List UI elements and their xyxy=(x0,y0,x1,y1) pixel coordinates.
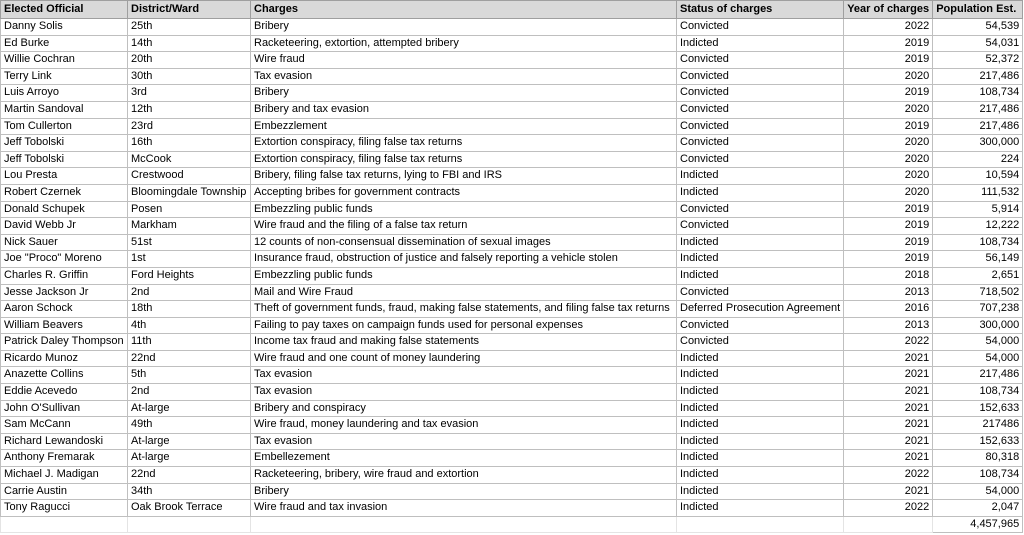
charges-cell[interactable]: Extortion conspiracy, filing false tax returns xyxy=(251,135,677,152)
header-charges[interactable]: Charges xyxy=(251,1,677,19)
official-cell[interactable]: Patrick Daley Thompson xyxy=(1,334,128,351)
official-cell[interactable]: Robert Czernek xyxy=(1,184,128,201)
district-cell[interactable]: McCook xyxy=(128,151,251,168)
official-cell[interactable]: Carrie Austin xyxy=(1,483,128,500)
official-cell[interactable]: Tony Ragucci xyxy=(1,500,128,517)
status-cell[interactable]: Deferred Prosecution Agreement xyxy=(677,301,844,318)
status-cell[interactable]: Convicted xyxy=(677,284,844,301)
year-cell[interactable]: 2019 xyxy=(844,201,933,218)
official-cell[interactable]: Jeff Tobolski xyxy=(1,135,128,152)
table-row xyxy=(1,417,1023,434)
district-cell[interactable]: 4th xyxy=(128,317,251,334)
population-cell[interactable]: 217,486 xyxy=(933,118,1023,135)
population-cell[interactable]: 2,047 xyxy=(933,500,1023,517)
population-cell[interactable]: 108,734 xyxy=(933,234,1023,251)
population-cell[interactable]: 5,914 xyxy=(933,201,1023,218)
empty-cell[interactable] xyxy=(251,516,677,533)
charges-cell[interactable]: Wire fraud and the filing of a false tax return xyxy=(251,218,677,235)
official-cell[interactable]: Eddie Acevedo xyxy=(1,384,128,401)
status-cell[interactable]: Convicted xyxy=(677,317,844,334)
year-cell[interactable]: 2021 xyxy=(844,483,933,500)
district-cell[interactable]: At-large xyxy=(128,433,251,450)
year-cell[interactable]: 2020 xyxy=(844,168,933,185)
official-cell[interactable]: Anazette Collins xyxy=(1,367,128,384)
district-cell[interactable]: Oak Brook Terrace xyxy=(128,500,251,517)
table-row xyxy=(1,35,1023,52)
district-cell[interactable]: 30th xyxy=(128,68,251,85)
population-cell[interactable]: 54,000 xyxy=(933,334,1023,351)
population-cell[interactable]: 224 xyxy=(933,151,1023,168)
year-cell[interactable]: 2016 xyxy=(844,301,933,318)
district-cell[interactable]: 2nd xyxy=(128,284,251,301)
year-cell[interactable]: 2022 xyxy=(844,500,933,517)
status-cell[interactable]: Convicted xyxy=(677,135,844,152)
table-row xyxy=(1,350,1023,367)
district-cell[interactable]: 2nd xyxy=(128,384,251,401)
year-cell[interactable]: 2013 xyxy=(844,284,933,301)
table-row xyxy=(1,101,1023,118)
official-cell[interactable]: Nick Sauer xyxy=(1,234,128,251)
official-cell[interactable]: Joe "Proco" Moreno xyxy=(1,251,128,268)
status-cell[interactable]: Convicted xyxy=(677,118,844,135)
population-cell[interactable]: 108,734 xyxy=(933,85,1023,102)
population-cell[interactable]: 80,318 xyxy=(933,450,1023,467)
status-cell[interactable]: Convicted xyxy=(677,218,844,235)
status-cell[interactable]: Indicted xyxy=(677,184,844,201)
charges-cell[interactable]: Extortion conspiracy, filing false tax returns xyxy=(251,151,677,168)
district-cell[interactable]: 3rd xyxy=(128,85,251,102)
population-cell[interactable]: 152,633 xyxy=(933,400,1023,417)
charges-cell[interactable]: Embellezement xyxy=(251,450,677,467)
status-cell[interactable]: Convicted xyxy=(677,151,844,168)
year-cell[interactable]: 2021 xyxy=(844,417,933,434)
header-year-of-charges[interactable]: Year of charges xyxy=(844,1,933,19)
status-cell[interactable]: Indicted xyxy=(677,500,844,517)
table-row xyxy=(1,500,1023,517)
charges-cell[interactable]: Bribery xyxy=(251,483,677,500)
district-cell[interactable]: Markham xyxy=(128,218,251,235)
charges-cell[interactable]: Racketeering, bribery, wire fraud and extortion xyxy=(251,467,677,484)
table-row xyxy=(1,251,1023,268)
district-cell[interactable]: 25th xyxy=(128,19,251,36)
charges-cell[interactable]: Wire fraud, money laundering and tax evasion xyxy=(251,417,677,434)
year-cell[interactable]: 2019 xyxy=(844,35,933,52)
year-cell[interactable]: 2019 xyxy=(844,52,933,69)
district-cell[interactable]: 12th xyxy=(128,101,251,118)
charges-cell[interactable]: Insurance fraud, obstruction of justice and falsely reporting a vehicle stolen xyxy=(251,251,677,268)
official-cell[interactable]: Danny Solis xyxy=(1,19,128,36)
status-cell[interactable]: Convicted xyxy=(677,201,844,218)
district-cell[interactable]: 34th xyxy=(128,483,251,500)
district-cell[interactable]: 11th xyxy=(128,334,251,351)
charges-cell[interactable]: Failing to pay taxes on campaign funds used for personal expenses xyxy=(251,317,677,334)
official-cell[interactable]: John O'Sullivan xyxy=(1,400,128,417)
year-cell[interactable]: 2021 xyxy=(844,350,933,367)
table-row xyxy=(1,467,1023,484)
year-cell[interactable]: 2019 xyxy=(844,218,933,235)
population-cell[interactable]: 52,372 xyxy=(933,52,1023,69)
status-cell[interactable]: Convicted xyxy=(677,101,844,118)
district-cell[interactable]: Crestwood xyxy=(128,168,251,185)
table-row xyxy=(1,135,1023,152)
status-cell[interactable]: Indicted xyxy=(677,417,844,434)
population-cell[interactable]: 718,502 xyxy=(933,284,1023,301)
header-population-est[interactable]: Population Est. xyxy=(933,1,1023,19)
table-row xyxy=(1,52,1023,69)
official-cell[interactable]: Tom Cullerton xyxy=(1,118,128,135)
population-cell[interactable]: 111,532 xyxy=(933,184,1023,201)
table-row xyxy=(1,19,1023,36)
charges-cell[interactable]: Embezzlement xyxy=(251,118,677,135)
table-row xyxy=(1,284,1023,301)
empty-cell[interactable] xyxy=(128,516,251,533)
population-cell[interactable]: 217,486 xyxy=(933,68,1023,85)
official-cell[interactable]: Ed Burke xyxy=(1,35,128,52)
year-cell[interactable]: 2020 xyxy=(844,135,933,152)
status-cell[interactable]: Convicted xyxy=(677,334,844,351)
official-cell[interactable]: Lou Presta xyxy=(1,168,128,185)
table-row xyxy=(1,85,1023,102)
table-row xyxy=(1,168,1023,185)
official-cell[interactable]: Michael J. Madigan xyxy=(1,467,128,484)
year-cell[interactable]: 2019 xyxy=(844,251,933,268)
official-cell[interactable]: Terry Link xyxy=(1,68,128,85)
district-cell[interactable]: 49th xyxy=(128,417,251,434)
year-cell[interactable]: 2020 xyxy=(844,151,933,168)
year-cell[interactable]: 2019 xyxy=(844,234,933,251)
district-cell[interactable]: At-large xyxy=(128,450,251,467)
district-cell[interactable]: 1st xyxy=(128,251,251,268)
population-cell[interactable]: 300,000 xyxy=(933,135,1023,152)
district-cell[interactable]: 22nd xyxy=(128,467,251,484)
status-cell[interactable]: Indicted xyxy=(677,35,844,52)
status-cell[interactable]: Indicted xyxy=(677,350,844,367)
population-cell[interactable]: 217,486 xyxy=(933,367,1023,384)
year-cell[interactable]: 2021 xyxy=(844,367,933,384)
population-cell[interactable]: 56,149 xyxy=(933,251,1023,268)
district-cell[interactable]: 5th xyxy=(128,367,251,384)
status-cell[interactable]: Indicted xyxy=(677,400,844,417)
charges-cell[interactable]: Tax evasion xyxy=(251,68,677,85)
official-cell[interactable]: Anthony Fremarak xyxy=(1,450,128,467)
table-row xyxy=(1,234,1023,251)
district-cell[interactable]: At-large xyxy=(128,400,251,417)
table-row xyxy=(1,334,1023,351)
year-cell[interactable]: 2020 xyxy=(844,68,933,85)
charges-cell[interactable]: Tax evasion xyxy=(251,433,677,450)
header-district-ward[interactable]: District/Ward xyxy=(128,1,251,19)
population-cell[interactable]: 217,486 xyxy=(933,101,1023,118)
status-cell[interactable]: Indicted xyxy=(677,251,844,268)
year-cell[interactable]: 2022 xyxy=(844,19,933,36)
district-cell[interactable]: 18th xyxy=(128,301,251,318)
status-cell[interactable]: Convicted xyxy=(677,52,844,69)
year-cell[interactable]: 2022 xyxy=(844,334,933,351)
official-cell[interactable]: Jeff Tobolski xyxy=(1,151,128,168)
population-cell[interactable]: 12,222 xyxy=(933,218,1023,235)
total-row xyxy=(1,516,1023,533)
official-cell[interactable]: Luis Arroyo xyxy=(1,85,128,102)
charges-cell[interactable]: Bribery xyxy=(251,19,677,36)
official-cell[interactable]: Aaron Schock xyxy=(1,301,128,318)
charges-cell[interactable]: 12 counts of non-consensual dissemination of sexual images xyxy=(251,234,677,251)
header-status-of-charges[interactable]: Status of charges xyxy=(677,1,844,19)
year-cell[interactable]: 2019 xyxy=(844,85,933,102)
year-cell[interactable]: 2021 xyxy=(844,384,933,401)
official-cell[interactable]: Ricardo Munoz xyxy=(1,350,128,367)
status-cell[interactable]: Indicted xyxy=(677,433,844,450)
district-cell[interactable]: 23rd xyxy=(128,118,251,135)
year-cell[interactable]: 2018 xyxy=(844,267,933,284)
official-cell[interactable]: William Beavers xyxy=(1,317,128,334)
status-cell[interactable]: Indicted xyxy=(677,367,844,384)
district-cell[interactable]: 22nd xyxy=(128,350,251,367)
district-cell[interactable]: 14th xyxy=(128,35,251,52)
table-row xyxy=(1,218,1023,235)
charges-cell[interactable]: Embezzling public funds xyxy=(251,201,677,218)
table-row xyxy=(1,68,1023,85)
table-row xyxy=(1,450,1023,467)
charges-cell[interactable]: Accepting bribes for government contracts xyxy=(251,184,677,201)
charges-cell[interactable]: Bribery and tax evasion xyxy=(251,101,677,118)
table-row xyxy=(1,384,1023,401)
status-cell[interactable]: Indicted xyxy=(677,483,844,500)
official-cell[interactable]: Jesse Jackson Jr xyxy=(1,284,128,301)
year-cell[interactable]: 2022 xyxy=(844,467,933,484)
district-cell[interactable]: 16th xyxy=(128,135,251,152)
charges-cell[interactable]: Bribery and conspiracy xyxy=(251,400,677,417)
status-cell[interactable]: Indicted xyxy=(677,450,844,467)
table-row xyxy=(1,151,1023,168)
official-cell[interactable]: Willie Cochran xyxy=(1,52,128,69)
year-cell[interactable]: 2020 xyxy=(844,184,933,201)
charges-cell[interactable]: Wire fraud xyxy=(251,52,677,69)
population-cell[interactable]: 217486 xyxy=(933,417,1023,434)
status-cell[interactable]: Indicted xyxy=(677,467,844,484)
population-cell[interactable]: 108,734 xyxy=(933,384,1023,401)
table-row xyxy=(1,367,1023,384)
empty-cell[interactable] xyxy=(844,516,933,533)
population-cell[interactable]: 300,000 xyxy=(933,317,1023,334)
population-cell[interactable]: 10,594 xyxy=(933,168,1023,185)
table-row xyxy=(1,317,1023,334)
charges-cell[interactable]: Racketeering, extortion, attempted bribery xyxy=(251,35,677,52)
population-cell[interactable]: 108,734 xyxy=(933,467,1023,484)
population-total-cell[interactable]: 4,457,965 xyxy=(933,516,1023,533)
population-cell[interactable]: 54,000 xyxy=(933,483,1023,500)
table-row xyxy=(1,483,1023,500)
charges-cell[interactable]: Tax evasion xyxy=(251,384,677,401)
official-cell[interactable]: Donald Schupek xyxy=(1,201,128,218)
year-cell[interactable]: 2021 xyxy=(844,450,933,467)
district-cell[interactable]: 20th xyxy=(128,52,251,69)
official-cell[interactable]: David Webb Jr xyxy=(1,218,128,235)
charges-cell[interactable]: Mail and Wire Fraud xyxy=(251,284,677,301)
population-cell[interactable]: 707,238 xyxy=(933,301,1023,318)
district-cell[interactable]: Bloomingdale Township xyxy=(128,184,251,201)
table-row xyxy=(1,118,1023,135)
status-cell[interactable]: Convicted xyxy=(677,85,844,102)
year-cell[interactable]: 2021 xyxy=(844,400,933,417)
charges-cell[interactable]: Bribery xyxy=(251,85,677,102)
status-cell[interactable]: Convicted xyxy=(677,19,844,36)
population-cell[interactable]: 54,000 xyxy=(933,350,1023,367)
charges-cell[interactable]: Income tax fraud and making false statements xyxy=(251,334,677,351)
official-cell[interactable]: Richard Lewandoski xyxy=(1,433,128,450)
official-cell[interactable]: Charles R. Griffin xyxy=(1,267,128,284)
status-cell[interactable]: Indicted xyxy=(677,234,844,251)
header-elected-official[interactable]: Elected Official xyxy=(1,1,128,19)
charges-cell[interactable]: Embezzling public funds xyxy=(251,267,677,284)
population-cell[interactable]: 152,633 xyxy=(933,433,1023,450)
district-cell[interactable]: Ford Heights xyxy=(128,267,251,284)
status-cell[interactable]: Convicted xyxy=(677,68,844,85)
table-row xyxy=(1,201,1023,218)
district-cell[interactable]: Posen xyxy=(128,201,251,218)
status-cell[interactable]: Indicted xyxy=(677,168,844,185)
status-cell[interactable]: Indicted xyxy=(677,267,844,284)
official-cell[interactable]: Sam McCann xyxy=(1,417,128,434)
year-cell[interactable]: 2021 xyxy=(844,433,933,450)
table-row xyxy=(1,433,1023,450)
status-cell[interactable]: Indicted xyxy=(677,384,844,401)
table-body xyxy=(1,19,1023,517)
year-cell[interactable]: 2019 xyxy=(844,118,933,135)
charges-cell[interactable]: Wire fraud and tax invasion xyxy=(251,500,677,517)
charges-cell[interactable]: Wire fraud and one count of money laundering xyxy=(251,350,677,367)
charges-cell[interactable]: Theft of government funds, fraud, making false statements, and filing false tax returns xyxy=(251,301,677,318)
district-cell[interactable]: 51st xyxy=(128,234,251,251)
table-row xyxy=(1,301,1023,318)
empty-cell[interactable] xyxy=(677,516,844,533)
table-row xyxy=(1,400,1023,417)
charges-cell[interactable]: Bribery, filing false tax returns, lying to FBI and IRS xyxy=(251,168,677,185)
table-row xyxy=(1,267,1023,284)
empty-cell[interactable] xyxy=(1,516,128,533)
charges-cell[interactable]: Tax evasion xyxy=(251,367,677,384)
year-cell[interactable]: 2020 xyxy=(844,101,933,118)
year-cell[interactable]: 2013 xyxy=(844,317,933,334)
official-cell[interactable]: Martin Sandoval xyxy=(1,101,128,118)
population-cell[interactable]: 54,539 xyxy=(933,19,1023,36)
table-row xyxy=(1,184,1023,201)
header-row xyxy=(1,1,1023,19)
population-cell[interactable]: 2,651 xyxy=(933,267,1023,284)
population-cell[interactable]: 54,031 xyxy=(933,35,1023,52)
